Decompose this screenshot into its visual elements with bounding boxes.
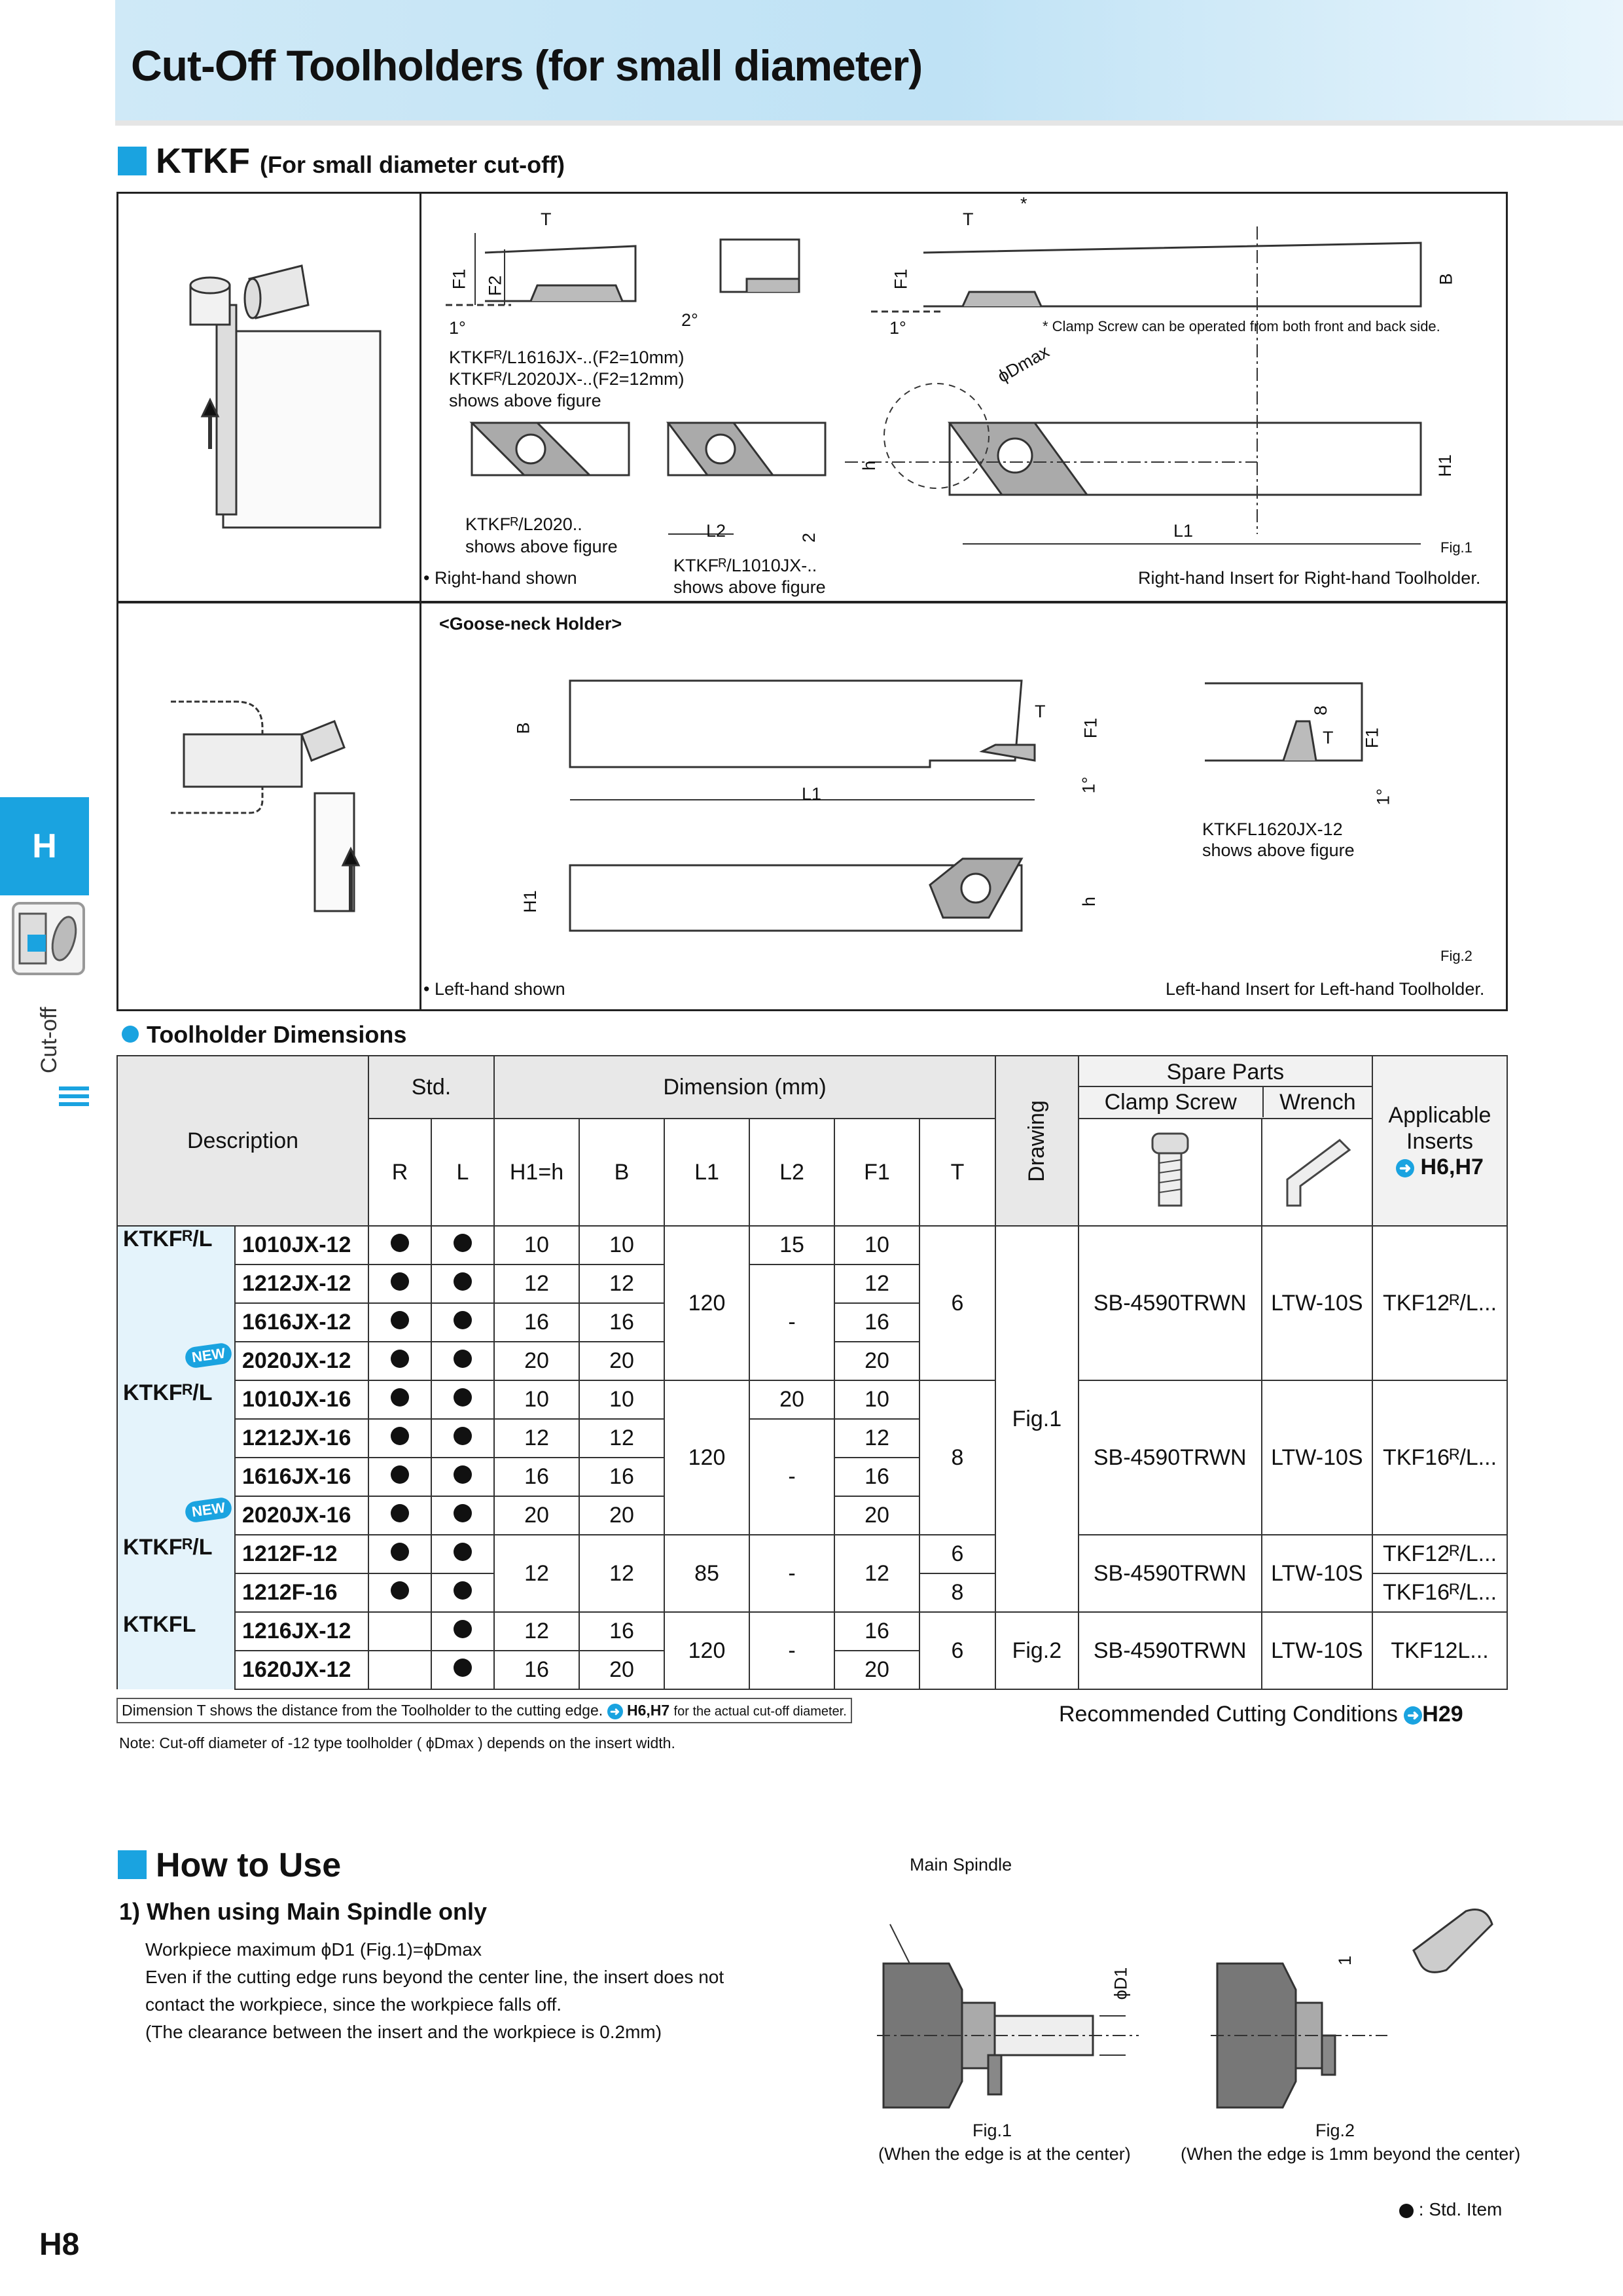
howto-title-text: How to Use [156, 1846, 342, 1884]
section-title [118, 141, 565, 181]
std-r [368, 1458, 431, 1496]
model-code: 2020JX-16 [235, 1496, 368, 1535]
page-title: Cut-Off Toolholders (for small diameter) [131, 41, 923, 90]
insert: TKF16ᴿ/L... [1372, 1573, 1507, 1612]
th-t: T [919, 1119, 995, 1226]
th-inserts-ref[interactable]: H6,H7 [1420, 1154, 1484, 1179]
f1: 10 [834, 1226, 919, 1265]
fig2-drawing [118, 603, 1506, 1009]
h1: 16 [494, 1458, 579, 1496]
t: 8 [919, 1380, 995, 1535]
howto-fig2: Fig.2 [1315, 2121, 1355, 2140]
std-dot-icon [454, 1427, 472, 1445]
th-drawing [995, 1056, 1079, 1226]
table-row [117, 1535, 1507, 1573]
fig1-label-f1b: F1 [891, 268, 911, 290]
series-name: KTKFᴿ/L [117, 1380, 235, 1419]
dimensions-table [116, 1055, 1508, 1690]
model-code: 1010JX-16 [235, 1380, 368, 1419]
clamp-screw: SB-4590TRWN [1079, 1380, 1262, 1535]
std-l [431, 1612, 494, 1651]
std-l [431, 1342, 494, 1380]
insert: TKF12L... [1372, 1612, 1507, 1689]
th-clamp: Clamp Screw [1079, 1087, 1264, 1117]
fig1-label-b: B [1436, 273, 1456, 285]
std-r [368, 1535, 431, 1573]
th-inserts-text: Applicable Inserts [1388, 1102, 1491, 1154]
th-wrench-img [1262, 1119, 1372, 1226]
std-r [368, 1303, 431, 1342]
new-badge: NEW [184, 1496, 233, 1524]
fig1-label-h1: H1 [1435, 454, 1455, 477]
std-dot-icon [391, 1465, 409, 1484]
fig1-deg1b: 1° [889, 318, 906, 338]
fig1-note-1616: KTKFᴿ/L1616JX-..(F2=10mm) [449, 348, 685, 367]
std-r [368, 1573, 431, 1612]
rec-cond-text: Recommended Cutting Conditions [1059, 1702, 1398, 1727]
b: 16 [579, 1612, 664, 1651]
howto-one-label: 1 [1335, 1955, 1355, 1966]
howto-title [118, 1846, 341, 1885]
std-dot-icon [391, 1504, 409, 1522]
howto-figures [864, 1859, 1544, 2134]
th-r: R [368, 1119, 431, 1226]
fig1-right-hand: • Right-hand shown [423, 568, 577, 588]
std-r [368, 1651, 431, 1689]
ref-arrow-icon: ➜ [1396, 1159, 1414, 1177]
std-r [368, 1612, 431, 1651]
series-name: KTKFL [117, 1612, 235, 1651]
section-name: KTKF [156, 141, 250, 181]
l1: 85 [664, 1535, 749, 1612]
dimensions-heading-text: Toolholder Dimensions [147, 1021, 407, 1048]
std-dot-icon [454, 1543, 472, 1561]
h1: 10 [494, 1226, 579, 1265]
fig1-deg2: 2° [681, 310, 698, 330]
dimensions-table-body [117, 1226, 1507, 1689]
th-std: Std. [368, 1056, 494, 1119]
l2: - [749, 1419, 834, 1535]
l1: 120 [664, 1380, 749, 1535]
fig1-cap-1010b: shows above figure [673, 577, 826, 597]
std-r [368, 1419, 431, 1458]
th-wrench: Wrench [1279, 1090, 1356, 1115]
howto-d1-label: ϕD1 [1111, 1967, 1131, 2000]
side-lines [59, 1086, 89, 1110]
std-r [368, 1342, 431, 1380]
fig2-label-eight: 8 [1311, 705, 1331, 716]
model-code: 2020JX-12 [235, 1342, 368, 1380]
th-spare-text: Spare Parts [1079, 1057, 1372, 1087]
series-name [117, 1458, 235, 1496]
th-l2: L2 [749, 1119, 834, 1226]
fig2-label-t: T [1035, 702, 1046, 721]
main-spindle-label: Main Spindle [910, 1855, 1012, 1874]
std-l [431, 1419, 494, 1458]
series-name [117, 1342, 235, 1380]
h1: 16 [494, 1651, 579, 1689]
t: 8 [919, 1573, 995, 1612]
b: 16 [579, 1458, 664, 1496]
side-tab[interactable]: H [0, 797, 89, 895]
b: 12 [579, 1265, 664, 1303]
th-spare [1079, 1056, 1372, 1119]
dimensions-heading [122, 1021, 406, 1049]
fig2-caption-b: shows above figure [1202, 840, 1355, 860]
note-box-ref[interactable]: H6,H7 [626, 1702, 670, 1719]
th-h1h: H1=h [494, 1119, 579, 1226]
std-dot-icon [454, 1311, 472, 1329]
howto-fig2-cap: (When the edge is 1mm beyond the center) [1181, 2144, 1521, 2164]
std-l [431, 1651, 494, 1689]
fig1-star: * [1020, 194, 1027, 213]
fig2-label-t2: T [1323, 728, 1334, 747]
fig2-label-h1: H1 [520, 890, 540, 913]
l2: - [749, 1612, 834, 1689]
model-code: 1010JX-12 [235, 1226, 368, 1265]
howto-fig1-cap: (When the edge is at the center) [878, 2144, 1131, 2164]
howto-line: Workpiece maximum ϕD1 (Fig.1)=ϕDmax [145, 1939, 482, 1960]
f1: 16 [834, 1303, 919, 1342]
drawing: Fig.2 [995, 1612, 1079, 1689]
fig1-label-t: T [541, 209, 552, 229]
th-f1: F1 [834, 1119, 919, 1226]
h1: 20 [494, 1342, 579, 1380]
l2: 15 [749, 1226, 834, 1265]
clamp-screw: SB-4590TRWN [1079, 1535, 1262, 1612]
std-dot-icon [391, 1272, 409, 1291]
h1: 10 [494, 1380, 579, 1419]
std-legend [1399, 2199, 1502, 2220]
std-dot-icon [454, 1504, 472, 1522]
fig2-box [116, 601, 1508, 1011]
model-code: 1212JX-12 [235, 1265, 368, 1303]
std-legend-text: : Std. Item [1418, 2199, 1503, 2219]
section-marker [118, 147, 147, 175]
series-name [117, 1651, 235, 1689]
note-box-tail: for the actual cut-off diameter. [673, 1704, 847, 1719]
b: 10 [579, 1380, 664, 1419]
h1: 20 [494, 1496, 579, 1535]
fig1-clamp-note: * Clamp Screw can be operated from both front and back side. [1043, 318, 1440, 334]
b: 12 [579, 1419, 664, 1458]
std-r [368, 1226, 431, 1265]
std-dot-icon [391, 1234, 409, 1252]
f1: 20 [834, 1651, 919, 1689]
fig2-label-h: h [1079, 896, 1099, 907]
series-name [117, 1303, 235, 1342]
std-dot-icon [454, 1272, 472, 1291]
fig2-label-f1b: F1 [1362, 727, 1382, 749]
wrench: LTW-10S [1262, 1612, 1372, 1689]
table-row [117, 1612, 1507, 1651]
std-l [431, 1496, 494, 1535]
fig2-label-f1: F1 [1080, 717, 1101, 739]
fig1-note-2020: KTKFᴿ/L2020JX-..(F2=12mm) [449, 369, 685, 389]
section-subtitle: (For small diameter cut-off) [259, 151, 565, 178]
fig2-left-hand: • Left-hand shown [423, 979, 565, 999]
fig1-label-two: 2 [799, 532, 819, 543]
l2: - [749, 1265, 834, 1380]
std-l [431, 1458, 494, 1496]
std-l [431, 1226, 494, 1265]
series-name: KTKFᴿ/L [117, 1226, 235, 1265]
series-name [117, 1573, 235, 1612]
std-r [368, 1380, 431, 1419]
fig2-caption: KTKFL1620JX-12 [1202, 819, 1343, 839]
recommended-conditions [1059, 1702, 1463, 1727]
l1: 120 [664, 1226, 749, 1380]
b: 10 [579, 1226, 664, 1265]
model-code: 1212JX-16 [235, 1419, 368, 1458]
f1: 20 [834, 1496, 919, 1535]
th-description: Description [117, 1056, 368, 1226]
f1: 16 [834, 1458, 919, 1496]
fig1-label-l2: L2 [706, 521, 726, 541]
std-l [431, 1535, 494, 1573]
t: 6 [919, 1535, 995, 1573]
insert: TKF12ᴿ/L... [1372, 1226, 1507, 1380]
series-name [117, 1496, 235, 1535]
fig1-label-f1a: F1 [449, 268, 469, 290]
fig2-deg1b: 1° [1373, 788, 1393, 806]
note-2: Note: Cut-off diameter of -12 type toolholder ( ϕDmax ) depends on the insert width. [119, 1734, 675, 1751]
model-code: 1212F-16 [235, 1573, 368, 1612]
l2: 20 [749, 1380, 834, 1419]
howto-line: Even if the cutting edge runs beyond the center line, the insert does not [145, 1967, 724, 1987]
wrench: LTW-10S [1262, 1226, 1372, 1380]
f1: 12 [834, 1265, 919, 1303]
fig1-cap-2020b: shows above figure [465, 537, 618, 556]
fig2-label-l1: L1 [802, 784, 822, 804]
fig2-insert-note: Left-hand Insert for Left-hand Toolholder. [1166, 979, 1485, 999]
th-l: L [431, 1119, 494, 1226]
howto-body [145, 1936, 724, 2046]
model-code: 1620JX-12 [235, 1651, 368, 1689]
h1: 12 [494, 1265, 579, 1303]
note-box [116, 1698, 852, 1723]
howto-line: (The clearance between the insert and the workpiece is 0.2mm) [145, 2022, 662, 2042]
th-inserts [1372, 1056, 1507, 1226]
note-box-text: Dimension T shows the distance from the Toolholder to the cutting edge. [122, 1702, 603, 1719]
std-r [368, 1496, 431, 1535]
page-number: H8 [39, 2227, 80, 2262]
b: 20 [579, 1496, 664, 1535]
howto-line: contact the workpiece, since the workpiece falls off. [145, 1994, 562, 2015]
std-dot-icon [391, 1388, 409, 1407]
ref-arrow-icon: ➜ [1404, 1706, 1422, 1725]
std-dot-icon [454, 1659, 472, 1677]
t: 6 [919, 1612, 995, 1689]
series-name [117, 1265, 235, 1303]
wrench: LTW-10S [1262, 1535, 1372, 1612]
std-dot-icon [454, 1620, 472, 1638]
t: 6 [919, 1226, 995, 1380]
heading-bullet [122, 1026, 139, 1043]
std-dot-icon [454, 1350, 472, 1368]
std-dot-icon [454, 1465, 472, 1484]
header-shadow [115, 120, 1623, 126]
clamp-screw-icon [1141, 1127, 1200, 1212]
model-code: 1616JX-16 [235, 1458, 368, 1496]
std-dot-icon [454, 1234, 472, 1252]
fig1-box [116, 192, 1508, 603]
cut-off-category-icon [12, 902, 85, 975]
l1: 120 [664, 1612, 749, 1689]
fig1-label-l1: L1 [1173, 521, 1194, 541]
th-drawing-text: Drawing [1024, 1100, 1049, 1182]
h1: 12 [494, 1419, 579, 1458]
fig1-note-shows: shows above figure [449, 391, 601, 410]
insert: TKF16ᴿ/L... [1372, 1380, 1507, 1535]
b: 12 [579, 1535, 664, 1612]
fig1-fig-label: Fig.1 [1440, 539, 1472, 556]
f1: 12 [834, 1535, 919, 1612]
fig2-fig-label: Fig.2 [1440, 948, 1472, 964]
std-dot-icon [454, 1581, 472, 1600]
series-name [117, 1419, 235, 1458]
std-dot-icon [454, 1388, 472, 1407]
fig1-label-h: h [859, 460, 880, 471]
wrench: LTW-10S [1262, 1380, 1372, 1535]
ref-arrow-icon: ➜ [607, 1704, 623, 1719]
std-dot-icon [391, 1581, 409, 1600]
f1: 10 [834, 1380, 919, 1419]
std-l [431, 1303, 494, 1342]
table-row [117, 1226, 1507, 1265]
h1: 12 [494, 1535, 579, 1612]
howto-marker [118, 1850, 147, 1879]
model-code: 1616JX-12 [235, 1303, 368, 1342]
b: 16 [579, 1303, 664, 1342]
std-r [368, 1265, 431, 1303]
std-l [431, 1380, 494, 1419]
insert: TKF12ᴿ/L... [1372, 1535, 1507, 1573]
series-name: KTKFᴿ/L [117, 1535, 235, 1573]
clamp-screw: SB-4590TRWN [1079, 1612, 1262, 1689]
fig1-cap-1010: KTKFᴿ/L1010JX-.. [673, 556, 817, 575]
side-label: Cut-off [37, 1007, 62, 1073]
std-dot-icon [1399, 2204, 1414, 2218]
fig1-cap-2020: KTKFᴿ/L2020.. [465, 514, 582, 534]
fig2-label-b: B [513, 722, 533, 734]
b: 20 [579, 1342, 664, 1380]
th-b: B [579, 1119, 664, 1226]
std-dot-icon [391, 1311, 409, 1329]
std-l [431, 1265, 494, 1303]
fig1-deg1: 1° [449, 318, 466, 338]
fig2-deg1: 1° [1079, 776, 1099, 794]
fig2-title: <Goose-neck Holder> [439, 614, 622, 634]
howto-fig1: Fig.1 [972, 2121, 1012, 2140]
f1: 12 [834, 1419, 919, 1458]
fig1-label-t2: T [963, 209, 974, 229]
std-dot-icon [391, 1427, 409, 1445]
l2: - [749, 1535, 834, 1612]
std-dot-icon [391, 1543, 409, 1561]
wrench-icon [1274, 1127, 1359, 1212]
b: 20 [579, 1651, 664, 1689]
table-row [117, 1380, 1507, 1419]
th-clamp-img [1079, 1119, 1262, 1226]
std-dot-icon [391, 1350, 409, 1368]
new-badge: NEW [184, 1342, 233, 1369]
h1: 16 [494, 1303, 579, 1342]
rec-cond-ref[interactable]: H29 [1422, 1702, 1463, 1727]
std-l [431, 1573, 494, 1612]
f1: 16 [834, 1612, 919, 1651]
fig1-insert-note: Right-hand Insert for Right-hand Toolholder. [1138, 568, 1481, 588]
fig1-label-f2: F2 [485, 275, 505, 296]
model-code: 1216JX-12 [235, 1612, 368, 1651]
howto-subtitle: 1) When using Main Spindle only [119, 1898, 488, 1925]
fig1-dmax: ϕDmax [993, 341, 1053, 387]
th-l1: L1 [664, 1119, 749, 1226]
h1: 12 [494, 1612, 579, 1651]
drawing: Fig.1 [995, 1226, 1079, 1612]
f1: 20 [834, 1342, 919, 1380]
model-code: 1212F-12 [235, 1535, 368, 1573]
clamp-screw: SB-4590TRWN [1079, 1226, 1262, 1380]
th-dimension: Dimension (mm) [494, 1056, 995, 1119]
